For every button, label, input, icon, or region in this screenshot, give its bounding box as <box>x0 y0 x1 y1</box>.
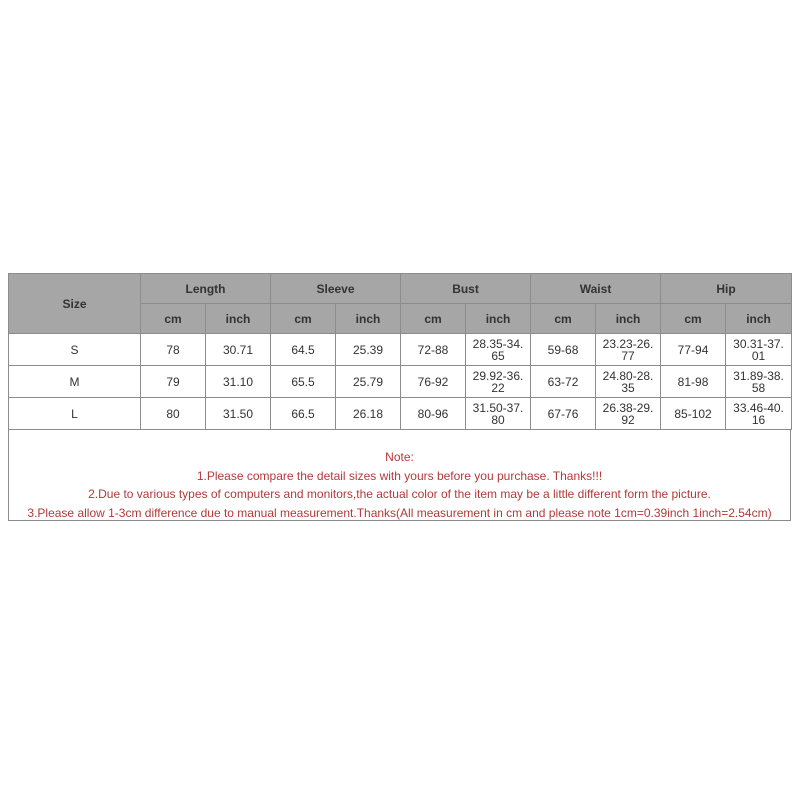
measurement-cell: 28.35-34. 65 <box>466 334 531 366</box>
unit-header: inch <box>726 304 792 334</box>
measurement-cell: 78 <box>141 334 206 366</box>
unit-header: cm <box>661 304 726 334</box>
measurement-cell: 79 <box>141 366 206 398</box>
group-header-length: Length <box>141 274 271 304</box>
measurement-cell: 29.92-36. 22 <box>466 366 531 398</box>
measurement-cell: 31.10 <box>206 366 271 398</box>
unit-header: inch <box>466 304 531 334</box>
group-header-waist: Waist <box>531 274 661 304</box>
group-header-bust: Bust <box>401 274 531 304</box>
size-cell: M <box>9 366 141 398</box>
measurement-cell: 25.79 <box>336 366 401 398</box>
unit-header: cm <box>141 304 206 334</box>
unit-header: inch <box>336 304 401 334</box>
measurement-cell: 26.18 <box>336 398 401 430</box>
measurement-cell: 59-68 <box>531 334 596 366</box>
measurement-cell: 25.39 <box>336 334 401 366</box>
measurement-cell: 85-102 <box>661 398 726 430</box>
measurement-cell: 31.89-38. 58 <box>726 366 792 398</box>
measurement-cell: 77-94 <box>661 334 726 366</box>
measurement-cell: 30.31-37. 01 <box>726 334 792 366</box>
note-line: 1.Please compare the detail sizes with yours before you purchase. Thanks!!! <box>196 468 603 483</box>
measurement-cell: 80-96 <box>401 398 466 430</box>
size-header: Size <box>9 274 141 334</box>
unit-header: inch <box>206 304 271 334</box>
measurement-cell: 30.71 <box>206 334 271 366</box>
group-header-sleeve: Sleeve <box>271 274 401 304</box>
table-row <box>9 334 792 366</box>
table-row <box>9 398 792 430</box>
unit-header: cm <box>401 304 466 334</box>
measurement-cell: 65.5 <box>271 366 336 398</box>
size-cell: S <box>9 334 141 366</box>
size-table <box>8 273 792 430</box>
group-header-hip: Hip <box>661 274 792 304</box>
measurement-cell: 31.50-37. 80 <box>466 398 531 430</box>
measurement-cell: 72-88 <box>401 334 466 366</box>
measurement-cell: 33.46-40. 16 <box>726 398 792 430</box>
unit-header: inch <box>596 304 661 334</box>
note-line: 2.Due to various types of computers and monitors,the actual color of the item may be a little different form the picture. <box>88 487 711 501</box>
note-box <box>8 430 791 521</box>
measurement-cell: 31.50 <box>206 398 271 430</box>
note-line: 3.Please allow 1-3cm difference due to manual measurement.Thanks(All measurement in cm and please note 1cm=0.39inch 1inch=2.54cm) <box>27 505 772 520</box>
measurement-cell: 26.38-29. 92 <box>596 398 661 430</box>
size-cell: L <box>9 398 141 430</box>
unit-header: cm <box>531 304 596 334</box>
table-row <box>9 366 792 398</box>
measurement-cell: 23.23-26. 77 <box>596 334 661 366</box>
unit-header: cm <box>271 304 336 334</box>
measurement-cell: 76-92 <box>401 366 466 398</box>
measurement-cell: 67-76 <box>531 398 596 430</box>
table-body <box>9 334 792 430</box>
measurement-cell: 64.5 <box>271 334 336 366</box>
measurement-cell: 81-98 <box>661 366 726 398</box>
size-chart <box>8 273 791 521</box>
measurement-cell: 80 <box>141 398 206 430</box>
measurement-cell: 63-72 <box>531 366 596 398</box>
measurement-cell: 66.5 <box>271 398 336 430</box>
measurement-cell: 24.80-28. 35 <box>596 366 661 398</box>
note-title: Note: <box>385 450 414 464</box>
